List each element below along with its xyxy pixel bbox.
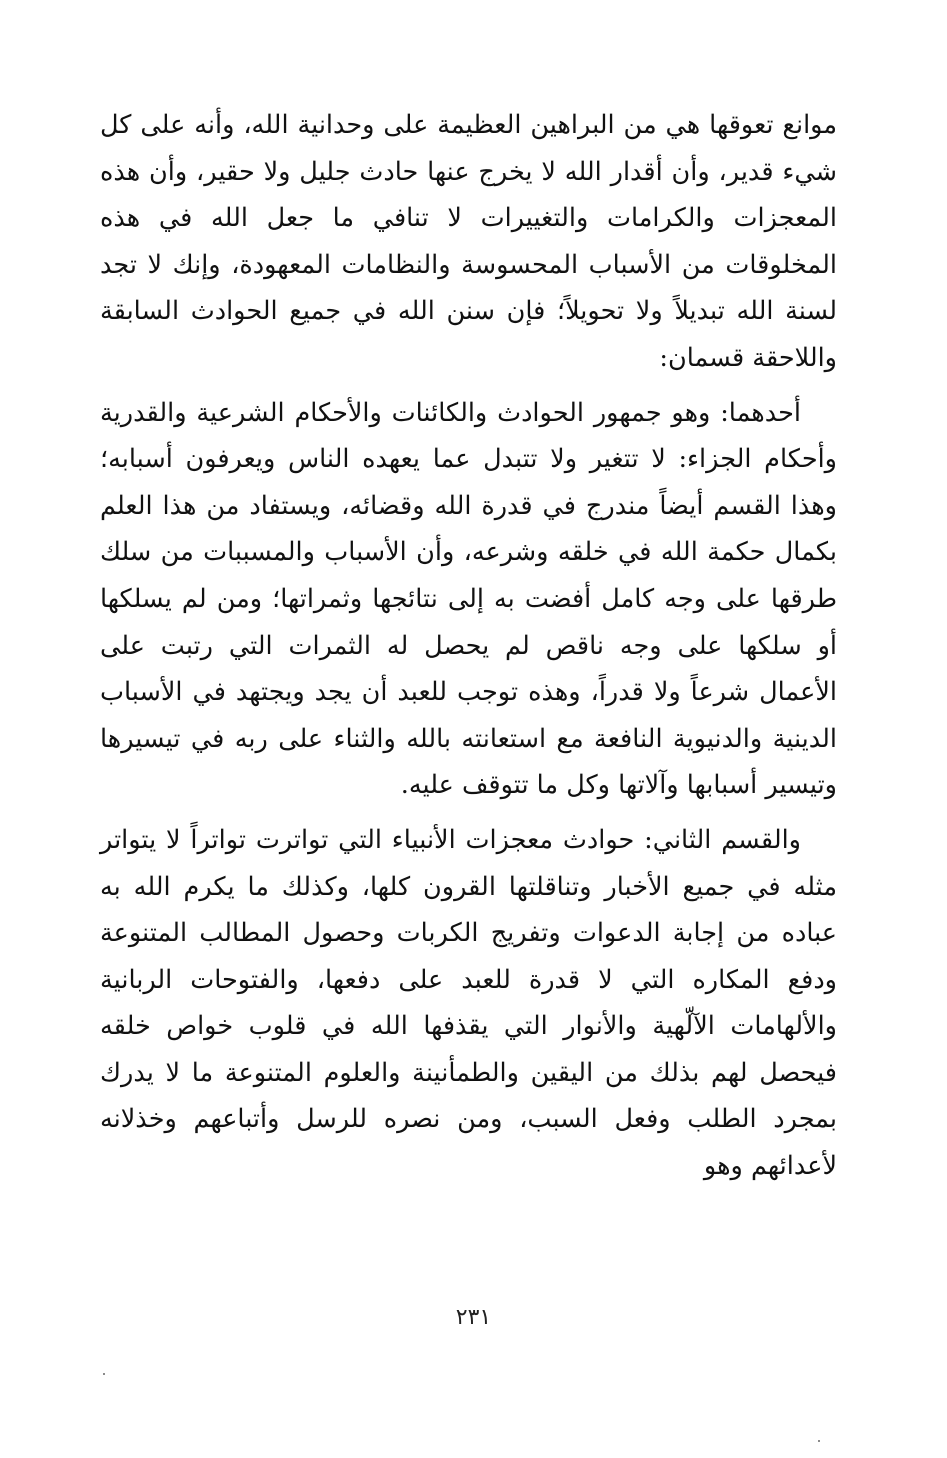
scan-speck <box>818 1440 820 1442</box>
paragraph-2: أحدهما: وهو جمهور الحوادث والكائنات والأحكام الشرعية والقدرية وأحكام الجزاء: لا تتغير ولا تتبدل عما يعهده الناس ويعرفون أسبابه؛ وهذا القسم أيضاً مندرج في قدرة الله وقضائه، ويستفاد من هذا العلم بكمال حكمة الله في خلقه وشرعه، وأن الأسباب والمسببات من سلك طرقها على وجه كامل أفضت به إلى نتائجها وثمراتها؛ ومن لم يسلكها أو سلكها على وجه ناقص لم يحصل له الثمرات التي رتبت على الأعمال شرعاً ولا قدراً، وهذه توجب للعبد أن يجد ويجتهد في الأسباب الدينية والدنيوية النافعة مع استعانته بالله والثناء على ربه في تيسيرها وتيسير أسبابها وآلاتها وكل ما تتوقف عليه. <box>100 397 837 801</box>
paragraph-3: والقسم الثاني: حوادث معجزات الأنبياء التي تواترت تواتراً لا يتواتر مثله في جميع الأخبار وتناقلتها القرون كلها، وكذلك ما يكرم الله به عباده من إجابة الدعوات وتفريج الكربات وحصول المطالب المتنوعة ودفع المكاره التي لا قدرة للعبد على دفعها، والفتوحات الربانية والألهامات الآلّهية والأنوار التي يقذفها الله في قلوب خواص خلقه فيحصل لهم بذلك من اليقين والطمأنينة والعلوم المتنوعة ما لا يدرك بمجرد الطلب وفعل السبب، ومن نصره للرسل وأتباعهم وخذلانه لأعدائهم وهو <box>100 824 837 1182</box>
paragraph-1: موانع تعوقها هي من البراهين العظيمة على وحدانية الله، وأنه على كل شيء قدير، وأن أقدار الله لا يخرج عنها حادث جليل ولا حقير، وأن هذه المعجزات والكرامات والتغييرات لا تنافي ما جعل الله في هذه المخلوقات من الأسباب المحسوسة والنظامات المعهودة، وإنك لا تجد لسنة الله تبديلاً ولا تحويلاً؛ فإن سنن الله في جميع الحوادث السابقة واللاحقة قسمان: <box>100 110 837 373</box>
page-number: ٢٣١ <box>455 1305 492 1330</box>
scan-speck <box>103 1373 105 1375</box>
body-text <box>100 102 837 1198</box>
